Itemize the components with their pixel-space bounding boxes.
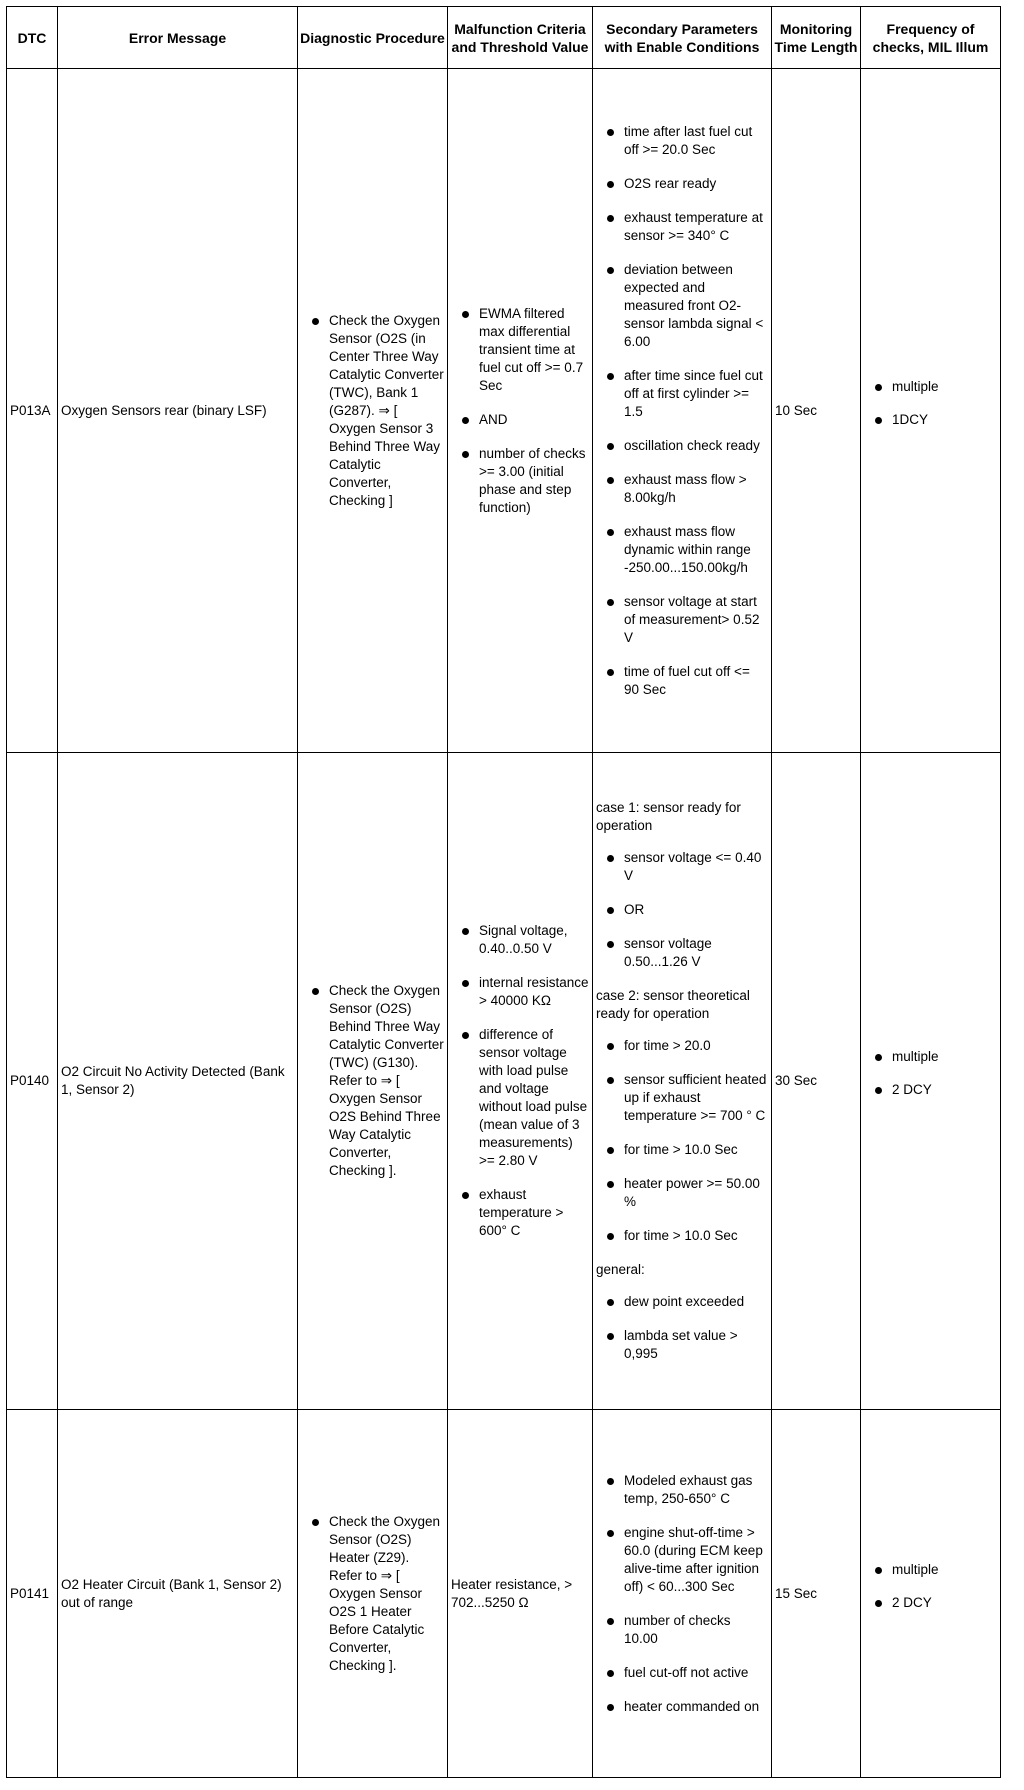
error-message: Oxygen Sensors rear (binary LSF) (58, 69, 298, 753)
dtc-code: P013A (7, 69, 58, 753)
header-malfunction-criteria: Malfunction Criteria and Threshold Value (448, 7, 593, 69)
secondary-parameters (593, 753, 772, 1410)
secondary-item: exhaust mass flow > 8.00kg/h (596, 471, 768, 507)
secondary-item: sensor voltage 0.50...1.26 V (596, 935, 768, 971)
secondary-item: sensor voltage <= 0.40 V (596, 849, 768, 885)
header-monitoring-time: Monitoring Time Length (772, 7, 861, 69)
header-dtc: DTC (7, 7, 58, 69)
case-label: case 2: sensor theoretical ready for operation (596, 988, 750, 1021)
criteria-item: difference of sensor voltage with load pulse and voltage without load pulse (mean value of 3 measurements) >= 2.80 V (451, 1026, 589, 1170)
secondary-item: deviation between expected and measured front O2-sensor lambda signal < 6.00 (596, 261, 768, 351)
secondary-item: for time > 20.0 (596, 1037, 768, 1055)
case-label: case 1: sensor ready for operation (596, 800, 741, 833)
secondary-item: number of checks 10.00 (596, 1612, 768, 1648)
diagnostic-procedure (298, 1410, 448, 1778)
procedure-item: Check the Oxygen Sensor (O2S) Behind Three Way Catalytic Converter (TWC) (G130). Refer to ⇒ [ Oxygen Sensor O2S Behind Three Way Catalytic Converter, Checking ]. (301, 982, 444, 1180)
secondary-item: OR (596, 901, 768, 919)
monitoring-time: 30 Sec (772, 753, 861, 1410)
frequency-item: multiple (864, 378, 997, 396)
secondary-item: lambda set value > 0,995 (596, 1327, 768, 1363)
malfunction-criteria: Heater resistance, > 702...5250 Ω (448, 1410, 593, 1778)
monitoring-time: 10 Sec (772, 69, 861, 753)
table-row (7, 1410, 1001, 1778)
criteria-item: exhaust temperature > 600° C (451, 1186, 589, 1240)
secondary-parameters (593, 1410, 772, 1778)
mil-illum-item: 1DCY (864, 411, 997, 429)
secondary-group-case-1 (596, 799, 768, 971)
secondary-item: for time > 10.0 Sec (596, 1227, 768, 1245)
secondary-item: Modeled exhaust gas temp, 250-650° C (596, 1472, 768, 1508)
mil-illum-item: 2 DCY (864, 1081, 997, 1099)
secondary-item: heater commanded on (596, 1698, 768, 1716)
secondary-item: fuel cut-off not active (596, 1664, 768, 1682)
dtc-code: P0140 (7, 753, 58, 1410)
criteria-item: Signal voltage, 0.40..0.50 V (451, 922, 589, 958)
secondary-item: oscillation check ready (596, 437, 768, 455)
secondary-item: exhaust mass flow dynamic within range -250.00...150.00kg/h (596, 523, 768, 577)
secondary-item: time of fuel cut off <= 90 Sec (596, 663, 768, 699)
frequency-cell (861, 753, 1001, 1410)
secondary-parameters (593, 69, 772, 753)
secondary-item: after time since fuel cut off at first cylinder >= 1.5 (596, 367, 768, 421)
secondary-item: for time > 10.0 Sec (596, 1141, 768, 1159)
secondary-item: sensor sufficient heated up if exhaust temperature >= 700 ° C (596, 1071, 768, 1125)
header-secondary-parameters: Secondary Parameters with Enable Conditions (593, 7, 772, 69)
secondary-item: engine shut-off-time > 60.0 (during ECM keep alive-time after ignition off) < 60...300 Sec (596, 1524, 768, 1596)
table-row (7, 69, 1001, 753)
secondary-item: O2S rear ready (596, 175, 768, 193)
criteria-item: number of checks >= 3.00 (initial phase and step function) (451, 445, 589, 517)
mil-illum-item: 2 DCY (864, 1594, 997, 1612)
error-message: O2 Heater Circuit (Bank 1, Sensor 2) out of range (58, 1410, 298, 1778)
secondary-item: heater power >= 50.00 % (596, 1175, 768, 1211)
case-label: general: (596, 1262, 645, 1277)
secondary-group-general (596, 1261, 768, 1363)
header-row (7, 7, 1001, 69)
criteria-item: EWMA filtered max differential transient time at fuel cut off >= 0.7 Sec (451, 305, 589, 395)
procedure-item: Check the Oxygen Sensor (O2S (in Center Three Way Catalytic Converter (TWC), Bank 1 (G287). ⇒ [ Oxygen Sensor 3 Behind Three Way Catalytic Converter, Checking ] (301, 312, 444, 510)
secondary-item: sensor voltage at start of measurement> 0.52 V (596, 593, 768, 647)
malfunction-criteria (448, 69, 593, 753)
header-error-message: Error Message (58, 7, 298, 69)
header-frequency: Frequency of checks, MIL Illum (861, 7, 1001, 69)
secondary-item: exhaust temperature at sensor >= 340° C (596, 209, 768, 245)
frequency-item: multiple (864, 1561, 997, 1579)
criteria-item: AND (451, 411, 589, 429)
header-diagnostic-procedure: Diagnostic Procedure (298, 7, 448, 69)
diagnostic-procedure (298, 753, 448, 1410)
diagnostic-procedure (298, 69, 448, 753)
dtc-code: P0141 (7, 1410, 58, 1778)
error-message: O2 Circuit No Activity Detected (Bank 1, Sensor 2) (58, 753, 298, 1410)
malfunction-criteria (448, 753, 593, 1410)
dtc-table (6, 6, 1001, 1778)
procedure-item: Check the Oxygen Sensor (O2S) Heater (Z29). Refer to ⇒ [ Oxygen Sensor O2S 1 Heater Before Catalytic Converter, Checking ]. (301, 1513, 444, 1675)
frequency-item: multiple (864, 1048, 997, 1066)
secondary-item: dew point exceeded (596, 1293, 768, 1311)
table-row (7, 753, 1001, 1410)
monitoring-time: 15 Sec (772, 1410, 861, 1778)
criteria-item: internal resistance > 40000 KΩ (451, 974, 589, 1010)
frequency-cell (861, 69, 1001, 753)
frequency-cell (861, 1410, 1001, 1778)
secondary-item: time after last fuel cut off >= 20.0 Sec (596, 123, 768, 159)
secondary-group-case-2 (596, 987, 768, 1245)
